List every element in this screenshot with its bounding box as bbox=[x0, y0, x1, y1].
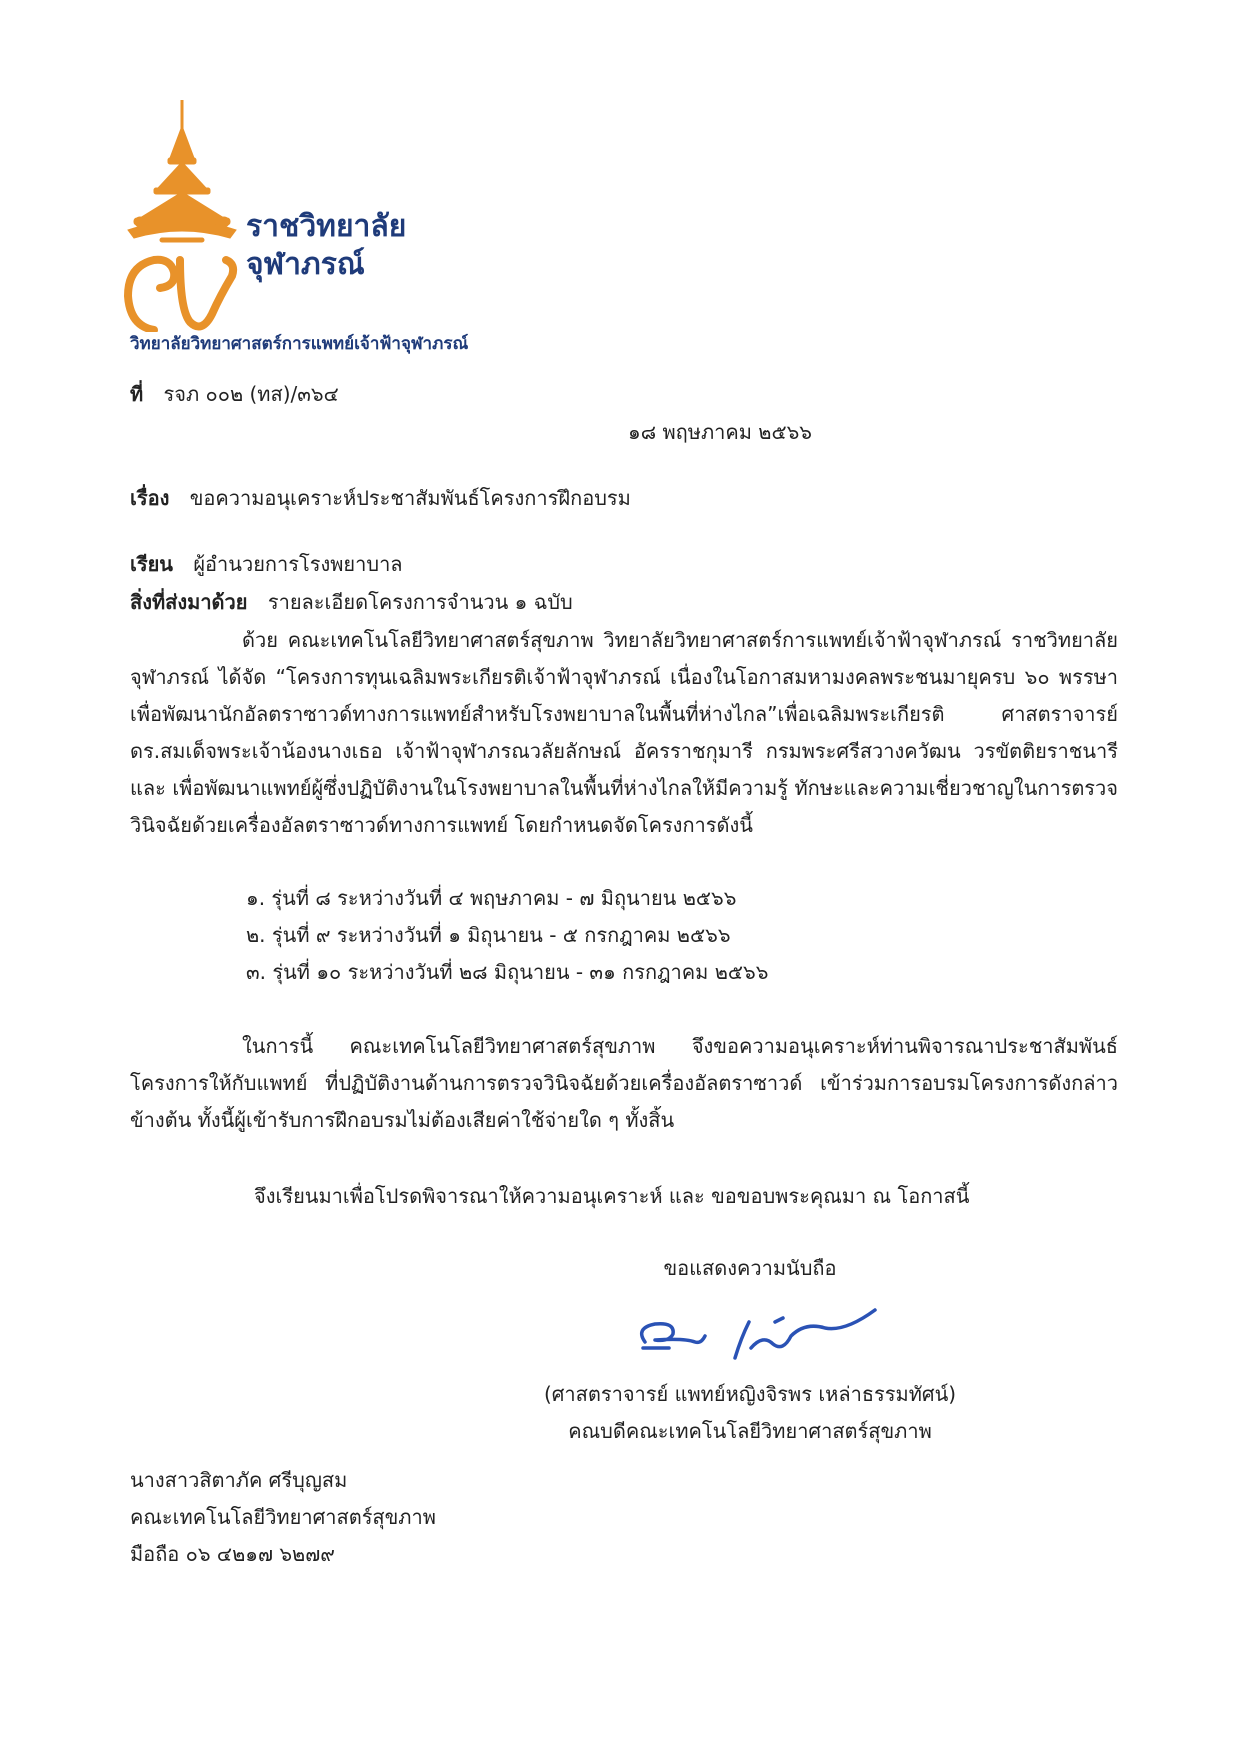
salutation: ขอแสดงความนับถือ bbox=[663, 1256, 837, 1280]
signature-icon bbox=[625, 1298, 887, 1362]
contact-name: นางสาวสิตาภัค ศรีบุญสม bbox=[130, 1468, 348, 1492]
letter-date: ๑๘ พฤษภาคม ๒๕๖๖ bbox=[628, 420, 813, 444]
recipient-line bbox=[130, 550, 403, 578]
reference-line bbox=[130, 380, 339, 408]
body-paragraph-2: ในการนี้ คณะเทคโนโลยีวิทยาศาสตร์สุขภาพ จึงขอความอนุเคราะห์ท่านพิจารณาประชาสัมพันธ์โครงการให้กับแพทย์ ที่ปฏิบัติงานด้านการตรวจวินิจฉัยด้วยเครื่องอัลตราซาวด์ เข้าร่วมการอบรมโครงการดังกล่าวข้างต้น ทั้งนี้ผู้เข้ารับการฝึกอบรมไม่ต้องเสียค่าใช้จ่ายใด ๆ ทั้งสิ้น bbox=[130, 1034, 1118, 1132]
logo-line-1: ราชวิทยาลัย bbox=[246, 209, 407, 244]
session-item: ๓. รุ่นที่ ๑๐ ระหว่างวันที่ ๒๘ มิถุนายน - ๓๑ กรกฎาคม ๒๕๖๖ bbox=[246, 960, 769, 984]
college-logo-icon bbox=[120, 100, 240, 332]
logo-line-2: จุฬาภรณ์ bbox=[246, 247, 365, 282]
session-item: ๑. รุ่นที่ ๘ ระหว่างวันที่ ๔ พฤษภาคม - ๗ มิถุนายน ๒๕๖๖ bbox=[246, 886, 737, 910]
subject-label: เรื่อง bbox=[130, 486, 170, 510]
logo-wordmark bbox=[246, 208, 406, 284]
recipient-label: เรียน bbox=[130, 552, 173, 576]
institution-name: วิทยาลัยวิทยาศาสตร์การแพทย์เจ้าฟ้าจุฬาภรณ์ bbox=[130, 334, 469, 354]
reference-label: ที่ bbox=[130, 382, 144, 406]
enclosure-line bbox=[130, 588, 573, 616]
contact-block bbox=[130, 1462, 436, 1573]
signatory-position: คณบดีคณะเทคโนโลยีวิทยาศาสตร์สุขภาพ bbox=[568, 1419, 932, 1443]
contact-department: คณะเทคโนโลยีวิทยาศาสตร์สุขภาพ bbox=[130, 1505, 436, 1529]
subject-line bbox=[130, 484, 631, 512]
session-list bbox=[246, 880, 768, 991]
signatory-name: (ศาสตราจารย์ แพทย์หญิงจิรพร เหล่าธรรมทัศน์) bbox=[543, 1382, 957, 1406]
recipient-text: ผู้อำนวยการโรงพยาบาล bbox=[193, 552, 403, 576]
session-item: ๒. รุ่นที่ ๙ ระหว่างวันที่ ๑ มิถุนายน - ๕ กรกฎาคม ๒๕๖๖ bbox=[246, 923, 731, 947]
enclosure-label: สิ่งที่ส่งมาด้วย bbox=[130, 590, 248, 614]
closing-sentence: จึงเรียนมาเพื่อโปรดพิจารณาให้ความอนุเคราะห์ และ ขอขอบพระคุณมา ณ โอกาสนี้ bbox=[254, 1184, 970, 1208]
contact-phone: มือถือ ๐๖ ๔๒๑๗ ๖๒๗๙ bbox=[130, 1542, 335, 1566]
body-paragraph-1: ด้วย คณะเทคโนโลยีวิทยาศาสตร์สุขภาพ วิทยาลัยวิทยาศาสตร์การแพทย์เจ้าฟ้าจุฬาภรณ์ ราชวิทยาลัยจุฬาภรณ์ ได้จัด “โครงการทุนเฉลิมพระเกียรติเจ้าฟ้าจุฬาภรณ์ เนื่องในโอกาสมหามงคลพระชนมายุครบ ๖๐ พรรษาเพื่อพัฒนานักอัลตราซาวด์ทางการแพทย์สำหรับโรงพยาบาลในพื้นที่ห่างไกล”เพื่อเฉลิมพระเกียรติ ศาสตราจารย์ ดร.สมเด็จพระเจ้าน้องนางเธอ เจ้าฟ้าจุฬาภรณวลัยลักษณ์ อัครราชกุมารี กรมพระศรีสวางควัฒน วรขัตติยราชนารี และ เพื่อพัฒนาแพทย์ผู้ซึ่งปฏิบัติงานในโรงพยาบาลในพื้นที่ห่างไกลให้มีความรู้ ทักษะและความเชี่ยวชาญในการตรวจวินิจฉัยด้วยเครื่องอัลตราซาวด์ทางการแพทย์ โดยกำหนดจัดโครงการดังนี้ bbox=[130, 628, 1118, 837]
enclosure-text: รายละเอียดโครงการจำนวน ๑ ฉบับ bbox=[267, 590, 573, 614]
reference-number: รจภ ๐๐๒ (ทส)/๓๖๔ bbox=[163, 382, 339, 406]
subject-text: ขอความอนุเคราะห์ประชาสัมพันธ์โครงการฝึกอบรม bbox=[189, 486, 631, 510]
